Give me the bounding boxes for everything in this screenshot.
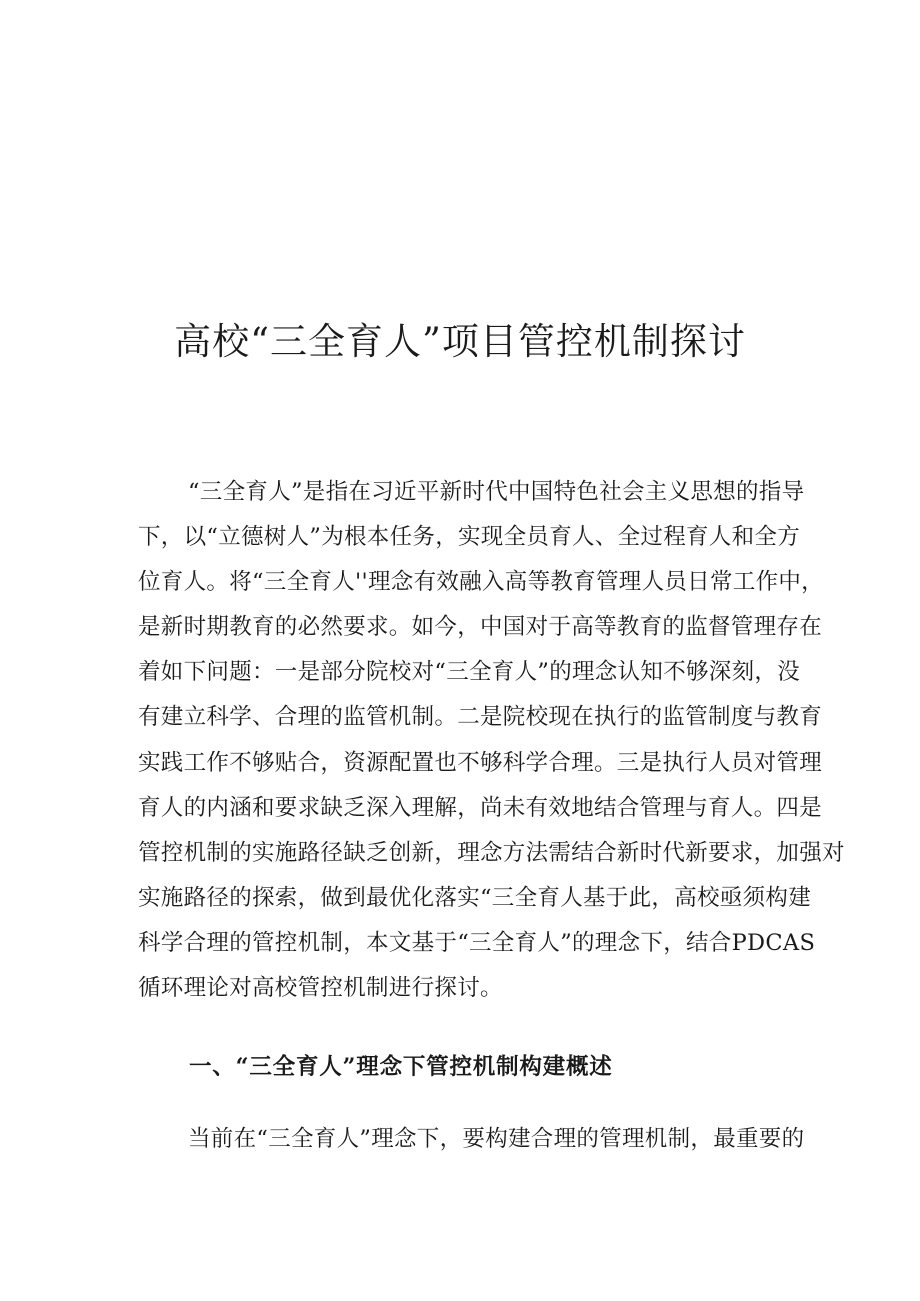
section-paragraph xyxy=(138,1117,805,1162)
document-title: 高校“三全育人”项目管控机制探讨 xyxy=(174,320,746,363)
paragraph-line: 是新时期教育的必然要求。如今，中国对于高等教育的监督管理存在 xyxy=(138,614,823,641)
paragraph-line: “三全育人”是指在习近平新时代中国特色社会主义思想的指导 xyxy=(188,479,805,505)
paragraph-line: 有建立科学、合理的监管机制。二是院校现在执行的监管制度与教育 xyxy=(138,704,823,731)
paragraph-line: 实施路径的探索，做到最优化落实“三全育人基于此，高校亟须构建 xyxy=(138,884,812,911)
paragraph-line: 着如下问题：一是部分院校对“三全育人”的理念认知不够深刻，没 xyxy=(138,659,801,686)
paragraph-line: 当前在“三全育人”理念下，要构建合理的管理机制，最重要的 xyxy=(188,1126,805,1152)
intro-paragraph xyxy=(138,470,845,1011)
paragraph-line: 实践工作不够贴合，资源配置也不够科学合理。三是执行人员对管理 xyxy=(138,749,823,776)
paragraph-line: 管控机制的实施路径缺乏创新，理念方法需结合新时代新要求，加强对 xyxy=(138,839,845,866)
paragraph-line: 育人的内涵和要求缺乏深入理解，尚未有效地结合管理与育人。四是 xyxy=(138,794,823,821)
section-heading: 一、“三全育人”理念下管控机制构建概述 xyxy=(189,1054,613,1080)
paragraph-line: 下，以“立德树人”为根本任务，实现全员育人、全过程育人和全方 xyxy=(138,524,801,551)
paragraph-line: 科学合理的管控机制，本文基于“三全育人”的理念下，结合PDCAS xyxy=(138,929,816,956)
paragraph-line: 位育人。将“三全育人''理念有效融入高等教育管理人员日常工作中， xyxy=(138,569,824,596)
paragraph-line: 循环理论对高校管控机制进行探讨。 xyxy=(138,975,503,1002)
